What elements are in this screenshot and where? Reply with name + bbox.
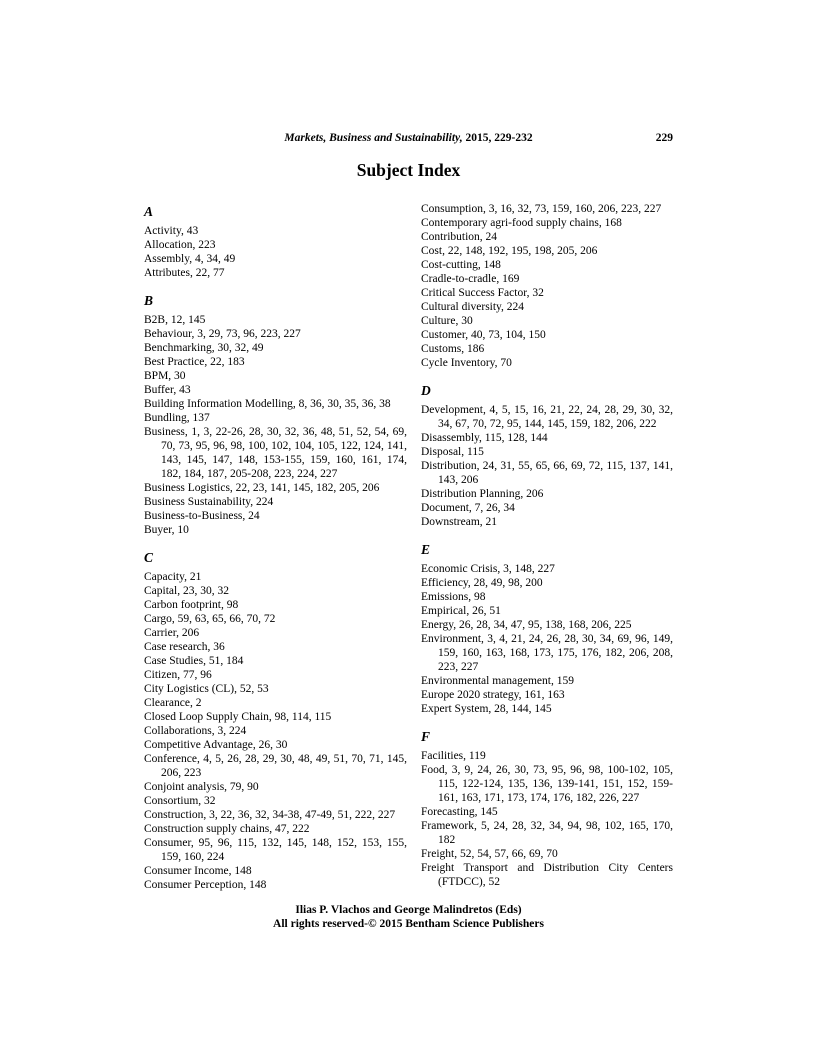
index-entry: Bundling, 137: [144, 412, 210, 424]
index-entry: Efficiency, 28, 49, 98, 200: [421, 577, 543, 589]
section-letter: D: [421, 383, 431, 398]
index-entry: Cost-cutting, 148: [421, 259, 501, 271]
index-entry: B2B, 12, 145: [144, 314, 206, 326]
index-entry: Freight, 52, 54, 57, 66, 69, 70: [421, 848, 558, 860]
index-entry: Conference, 4, 5, 26, 28, 29, 30, 48, 49, 51, 70, 71, 145, 206, 223: [144, 753, 407, 779]
index-entry: Downstream, 21: [421, 516, 498, 528]
index-entry: Cradle-to-cradle, 169: [421, 273, 520, 285]
index-entry: Capacity, 21: [144, 571, 202, 583]
index-entry: Carrier, 206: [144, 627, 200, 639]
index-entry: Allocation, 223: [144, 239, 216, 251]
index-entry: Distribution, 24, 31, 55, 65, 66, 69, 72, 115, 137, 141, 143, 206: [421, 460, 673, 486]
index-entry: Forecasting, 145: [421, 806, 498, 818]
running-header-title: [284, 132, 532, 144]
index-entry: Emissions, 98: [421, 591, 486, 603]
index-entry: Customs, 186: [421, 343, 485, 355]
index-entry: Closed Loop Supply Chain, 98, 114, 115: [144, 711, 332, 723]
footer-copyright: All rights reserved-© 2015 Bentham Science Publishers: [273, 918, 544, 930]
index-entry: Best Practice, 22, 183: [144, 356, 245, 368]
index-left-column: [144, 202, 407, 892]
index-entry: Consumer, 95, 96, 115, 132, 145, 148, 152, 153, 155, 159, 160, 224: [144, 837, 407, 863]
index-entry: Culture, 30: [421, 315, 473, 327]
index-entry: Benchmarking, 30, 32, 49: [144, 342, 264, 354]
index-entry: Economic Crisis, 3, 148, 227: [421, 563, 555, 575]
index-entry: Building Information Modelling, 8, 36, 30, 35, 36, 38: [144, 398, 391, 410]
index-entry: Cycle Inventory, 70: [421, 357, 512, 369]
index-entry: Business Sustainability, 224: [144, 496, 274, 508]
journal-title: Markets, Business and Sustainability,: [284, 132, 463, 144]
index-entry: Carbon footprint, 98: [144, 599, 239, 611]
running-header: [144, 131, 673, 145]
index-entry: Consumer Income, 148: [144, 865, 252, 877]
index-entry: Competitive Advantage, 26, 30: [144, 739, 288, 751]
index-entry: Collaborations, 3, 224: [144, 725, 247, 737]
index-entry: Construction supply chains, 47, 222: [144, 823, 310, 835]
section-letter: E: [421, 542, 431, 557]
index-entry: Assembly, 4, 34, 49: [144, 253, 236, 265]
index-entry: Disassembly, 115, 128, 144: [421, 432, 548, 444]
index-entry: Document, 7, 26, 34: [421, 502, 515, 514]
index-entry: Buffer, 43: [144, 384, 191, 396]
index-entry: Business-to-Business, 24: [144, 510, 260, 522]
index-entry: Disposal, 115: [421, 446, 484, 458]
index-entry: Case research, 36: [144, 641, 225, 653]
index-entry: Clearance, 2: [144, 697, 202, 709]
index-entry: Capital, 23, 30, 32: [144, 585, 229, 597]
index-entry: Expert System, 28, 144, 145: [421, 703, 552, 715]
journal-meta: 2015, 229-232: [462, 132, 533, 144]
page-number: 229: [655, 132, 673, 144]
index-entry: Behaviour, 3, 29, 73, 96, 223, 227: [144, 328, 301, 340]
section-letter: A: [144, 204, 154, 219]
index-entry: Business, 1, 3, 22-26, 28, 30, 32, 36, 48, 51, 52, 54, 69, 70, 73, 95, 96, 98, 100, 102, 104, 105, 122, 124, 141, 143, 145, 147, 148, 153-155, 159, 160, 161, 174, 182, 184, 187, 205-208, 223, 224, 227: [144, 426, 407, 480]
index-entry: Attributes, 22, 77: [144, 267, 225, 279]
index-entry: BPM, 30: [144, 370, 186, 382]
index-entry: Citizen, 77, 96: [144, 669, 212, 681]
index-entry: Freight Transport and Distribution City Centers (FTDCC), 52: [421, 862, 673, 888]
index-entry: Contemporary agri-food supply chains, 168: [421, 217, 622, 229]
index-entry: Case Studies, 51, 184: [144, 655, 244, 667]
index-entry: Facilities, 119: [421, 750, 486, 762]
index-entry: Consumption, 3, 16, 32, 73, 159, 160, 206, 223, 227: [421, 203, 662, 215]
index-entry: Conjoint analysis, 79, 90: [144, 781, 259, 793]
index-entry: Europe 2020 strategy, 161, 163: [421, 689, 565, 701]
footer-editors: Ilias P. Vlachos and George Malindretos (Eds): [295, 904, 522, 916]
index-entry: Construction, 3, 22, 36, 32, 34-38, 47-49, 51, 222, 227: [144, 809, 396, 821]
index-columns: [144, 202, 673, 892]
index-entry: Empirical, 26, 51: [421, 605, 501, 617]
index-entry: Environmental management, 159: [421, 675, 574, 687]
index-entry: Buyer, 10: [144, 524, 189, 536]
index-entry: Energy, 26, 28, 34, 47, 95, 138, 168, 206, 225: [421, 619, 632, 631]
page-title: Subject Index: [356, 160, 461, 180]
index-right-column: [421, 202, 673, 892]
index-entry: Consortium, 32: [144, 795, 216, 807]
index-entry: Food, 3, 9, 24, 26, 30, 73, 95, 96, 98, 100-102, 105, 115, 122-124, 135, 136, 139-141, 151, 152, 159-161, 163, 171, 173, 174, 176, 182, 226, 227: [421, 764, 673, 804]
index-entry: Cargo, 59, 63, 65, 66, 70, 72: [144, 613, 276, 625]
index-entry: Business Logistics, 22, 23, 141, 145, 182, 205, 206: [144, 482, 380, 494]
page-footer: [144, 903, 673, 931]
index-entry: Cultural diversity, 224: [421, 301, 525, 313]
index-entry: Customer, 40, 73, 104, 150: [421, 329, 546, 341]
section-letter: C: [144, 550, 154, 565]
index-entry: Environment, 3, 4, 21, 24, 26, 28, 30, 34, 69, 96, 149, 159, 160, 163, 168, 173, 175, 176, 182, 206, 208, 223, 227: [421, 633, 673, 673]
index-entry: Contribution, 24: [421, 231, 498, 243]
index-entry: City Logistics (CL), 52, 53: [144, 683, 269, 695]
index-entry: Distribution Planning, 206: [421, 488, 544, 500]
index-entry: Activity, 43: [144, 225, 199, 237]
section-letter: B: [144, 293, 154, 308]
index-entry: Consumer Perception, 148: [144, 879, 267, 891]
section-letter: F: [421, 729, 431, 744]
index-entry: Framework, 5, 24, 28, 32, 34, 94, 98, 102, 165, 170, 182: [421, 820, 673, 846]
index-entry: Cost, 22, 148, 192, 195, 198, 205, 206: [421, 245, 598, 257]
index-entry: Critical Success Factor, 32: [421, 287, 544, 299]
index-entry: Development, 4, 5, 15, 16, 21, 22, 24, 28, 29, 30, 32, 34, 67, 70, 72, 95, 144, 145, 159, 182, 206, 222: [421, 404, 673, 430]
